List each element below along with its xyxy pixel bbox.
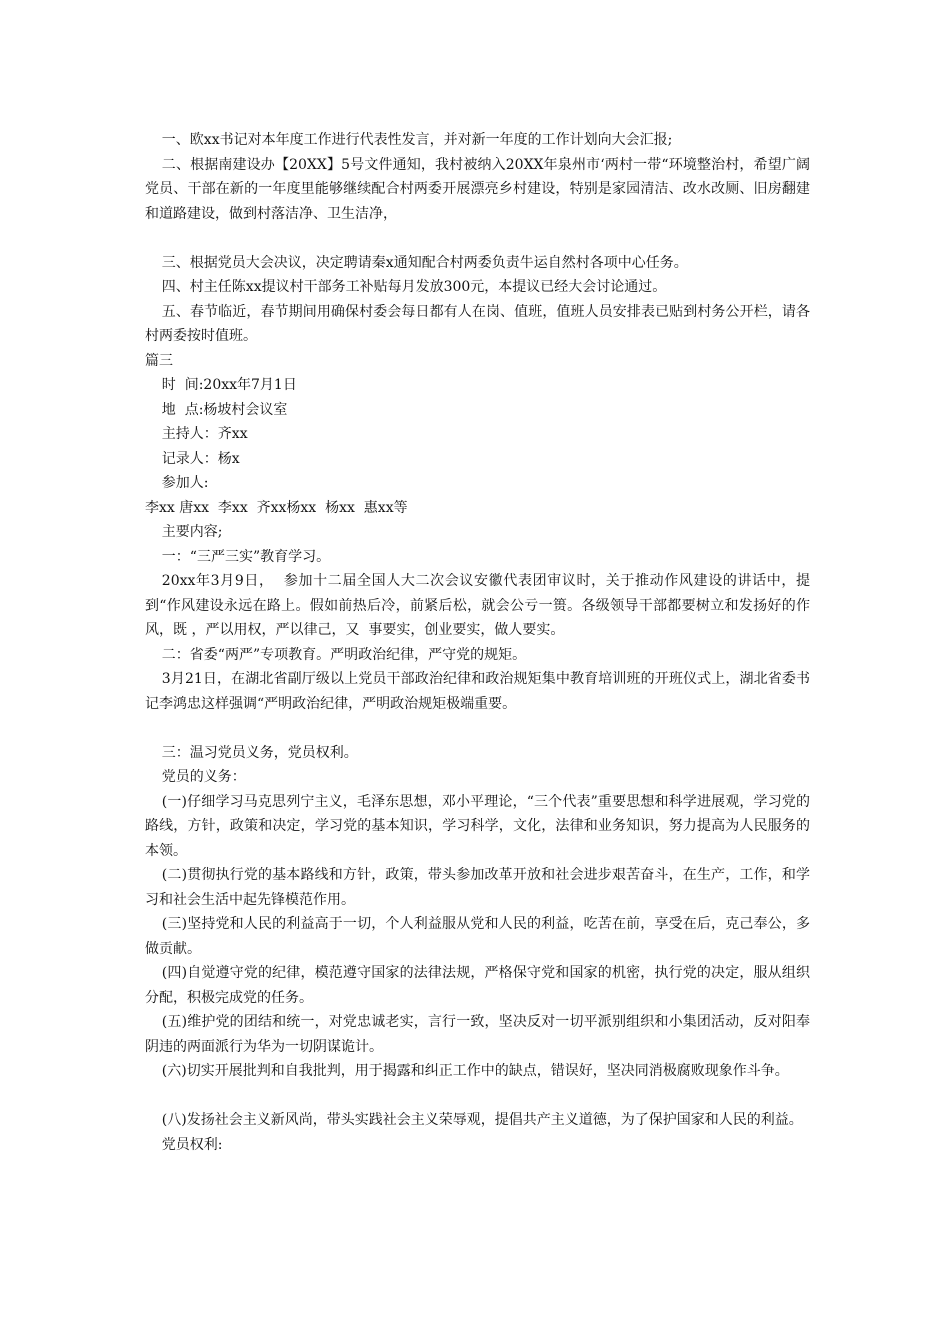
paragraph-2: 二、根据南建设办【20XX】5号文件通知，我村被纳入20XX年泉州市‘两村一带“环境整治村，希望广阔党员、干部在新的一年度里能够继续配合村两委开展漂亮乡村建设，特别是家园清洁、改水改厕、旧房翻建和道路建设，做到村落洁净、卫生洁净， [145,156,810,222]
duty-6: (六)切实开展批判和自我批判，用于揭露和纠正工作中的缺点，错误好，坚决同消极腐败现象作斗争。 [161,1063,789,1079]
duty-8: (八)发扬社会主义新风尚，带头实践社会主义荣辱观，提倡共产主义道德，为了保护国家和人民的利益。 [161,1112,803,1128]
duty-4: (四)自觉遵守党的纪律，模范遵守国家的法律法规，严格保守党和国家的机密，执行党的决定，服从组织分配，积极完成党的任务。 [145,965,810,1006]
document-page [145,128,810,1157]
rights-label: 党员权利: [161,1136,223,1153]
section-heading: 篇三 [145,352,173,369]
topic-1-heading: 一：“三严三实”教育学习。 [161,548,331,565]
blank-line [145,716,810,741]
topic-2-body: 3月21日，在湖北省副厅级以上党员干部政治纪律和政治规矩集中教育培训班的开班仪式上，湖北省委书记李鸿忠这样强调“严明政治纪律，严明政治规矩极端重要。 [145,671,810,712]
duties-label: 党员的义务： [161,769,246,785]
attendees-list: 李xx 唐xx 李xx 齐xx杨xx 杨xx 惠xx等 [145,499,408,516]
duty-1: (一)仔细学习马克思列宁主义，毛泽东思想，邓小平理论，“三个代表”重要思想和科学进展观，学习党的路线，方针，政策和决定，学习党的基本知识，学习科学，文化，法律和业务知识，努力提高为人民服务的本领。 [145,793,810,859]
paragraph-5: 五、春节临近，春节期间用确保村委会每日都有人在岗、值班，值班人员安排表已贴到村务公开栏，请各村两委按时值班。 [145,303,810,344]
main-content-label: 主要内容; [161,524,223,540]
duty-3: (三)坚持党和人民的利益高于一切，个人利益服从党和人民的利益，吃苦在前，享受在后，克己奉公，多做贡献。 [145,916,810,957]
duty-5: (五)维护党的团结和统一，对党忠诚老实，言行一致，坚决反对一切平派别组织和小集团活动，反对阳奉阴违的两面派行为华为一切阴谋诡计。 [145,1014,810,1055]
blank-line [145,226,810,251]
meeting-recorder: 记录人：杨x [161,450,240,467]
meeting-host: 主持人：齐xx [161,426,248,442]
topic-3-heading: 三：温习党员义务，党员权利。 [161,744,358,761]
topic-2-heading: 二：省委“两严”专项教育。严明政治纪律，严守党的规矩。 [161,646,527,663]
paragraph-3: 三、根据党员大会决议，决定聘请秦x通知配合村两委负责牛运自然村各项中心任务。 [161,254,688,271]
attendees-label: 参加人: [161,475,209,491]
meeting-location: 地 点:杨坡村会议室 [161,401,288,418]
paragraph-4: 四、村主任陈xx提议村干部务工补贴每月发放300元，本提议已经大会讨论通过。 [161,279,667,295]
topic-1-body: 20xx年3月9日， 参加十二届全国人大二次会议安徽代表团审议时，关于推动作风建设的讲话中，提到“作风建设永远在路上。假如前热后冷，前紧后松，就会公亏一篑。各级领导干部都要树立和发扬好的作风，既 ，严以用权，严以律己，又 事要实，创业要实，做人要实。 [145,573,810,638]
meeting-time: 时 间:20xx年7月1日 [161,377,297,393]
duty-2: (二)贯彻执行党的基本路线和方针，政策，带头参加改革开放和社会进步艰苦奋斗，在生产，工作，和学习和社会生活中起先锋模范作用。 [145,867,810,908]
blank-line [145,1084,810,1109]
paragraph-1: 一、欧xx书记对本年度工作进行代表性发言，并对新一年度的工作计划向大会汇报; [161,132,673,148]
